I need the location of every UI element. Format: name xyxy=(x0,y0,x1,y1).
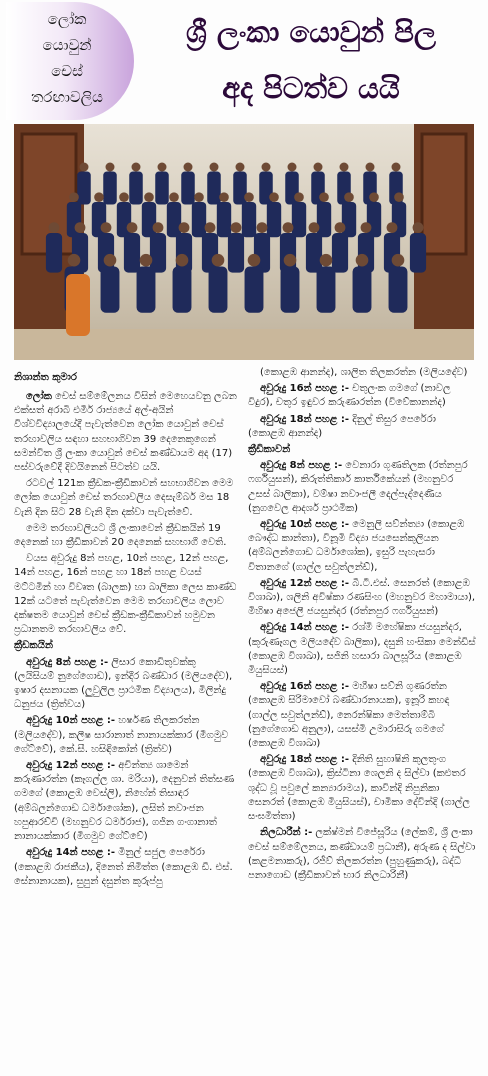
person-figure xyxy=(242,202,256,237)
person-figure xyxy=(129,172,143,205)
person-head xyxy=(194,192,204,202)
article-header xyxy=(0,0,488,122)
person-figure xyxy=(209,267,228,313)
headline-line-2: අද පිටත්ව යයි xyxy=(222,71,400,105)
person-figure xyxy=(228,233,244,273)
paragraph-lead: අවුරුදු 14න් පහළ :- xyxy=(260,622,350,634)
person-figure xyxy=(332,233,348,273)
paragraph-lead: අවුරුදු 12න් පහළ :- xyxy=(26,760,116,772)
person-head xyxy=(244,192,254,202)
article-paragraph xyxy=(248,459,476,516)
article-paragraph xyxy=(248,680,476,751)
paragraph-lead: අවුරුදු 10න් පහළ :- xyxy=(260,519,350,531)
person-head xyxy=(49,222,60,233)
paragraph-text: බී.ටී.එස්. සෙනරත් (කොළඹ විශාඛා), ශලිනි අවිෂ්කා රණසිංහ (මහනුවර මහාමායා), මිහිෂා අජෙලී ජයසුන්දර (රත්නපුර ෆර්ගියුසන්) xyxy=(248,577,476,618)
article-paragraph xyxy=(248,518,476,575)
paragraph-text: මහීෂා සව්නි ගුණරත්න (කොළඹ සිරිමාවෝ බණ්ඩාරනායක), ඉනූරි කහඳ (ගාල්ල සවුත්ලන්ඩ්), නෙරන්ෂිකා මෙත්තාම්බි (නුගේගොඩ අනුලා), යසස්මි උමාරාසිරු ගමගේ (කොළඹ විශාඛා) xyxy=(248,681,450,750)
person-head xyxy=(169,192,179,202)
person-head xyxy=(236,163,245,172)
paragraph-text: චතුලංක ගමගේ (නාවල විදුර), චතුර ඉඳුවර කරුණාරත්න (විවේකානන්ද) xyxy=(248,383,451,409)
person-head xyxy=(361,222,372,233)
person-head xyxy=(75,222,86,233)
person-figure xyxy=(281,267,300,313)
person-head xyxy=(94,192,104,202)
person-head xyxy=(394,192,404,202)
person-figure xyxy=(292,202,306,237)
paragraph-text: මිනුල් සජුල පෙරේරා (කොළඹ රාජකීය), දිනෙත් නිමිත්ත (කොළඹ ඩී. එස්. සේනානායක), සුපුන් දසුන්ත කුරුප්පු xyxy=(14,847,233,887)
paragraph-text: දිනිති සුහාෂිනි කුලතුංග (කොළඹ විශාඛා), ක්‍රිස්ටිනා ශෙලනි ද සිල්වා (කළුතර ශුද්ධ වූ පවුලේ කන්‍යාරාමය), කාවින්දි නිපුනිකා සෙනරත් (කොළඹ මියුසියස්), චාමිකා දේවින්දි (ගාල්ල සංඝමිත්තා) xyxy=(248,754,471,823)
person-figure xyxy=(167,202,181,237)
paragraph-text: වෙනාරා ගුණතිලක (රත්නපුර ෆර්ගියුසන්), කිරුත්තිකාර් කාර්තිකේයන් (මහනුවර උසස් බාලිකා), වම්ෂා නවාංජලී දෙල්පැද්දෙණිය (නුගවෙල ආදර්ශ ප්‍රාථමික) xyxy=(248,460,468,514)
person-figure xyxy=(66,274,90,336)
article-paragraph xyxy=(14,522,239,550)
person-head xyxy=(80,163,89,172)
person-figure xyxy=(353,267,372,313)
person-figure xyxy=(245,267,264,313)
team-photo-illustration xyxy=(14,124,474,360)
headline-line-1: ශ්‍රී ලංකා යොවුන් පිල xyxy=(186,15,436,49)
person-head xyxy=(356,254,369,267)
article-paragraph xyxy=(248,366,476,380)
person-head xyxy=(257,222,268,233)
person-figure xyxy=(389,267,408,313)
person-head xyxy=(179,222,190,233)
article-paragraph xyxy=(14,477,239,520)
person-figure xyxy=(137,267,156,313)
paragraph-lead: නිලධාරීන් :- xyxy=(260,827,313,839)
byline: නිශාන්ත කුමාර xyxy=(14,372,77,383)
headline xyxy=(140,4,482,116)
person-figure xyxy=(207,172,221,205)
person-head xyxy=(269,192,279,202)
paragraph-lead: අවුරුදු 18න් පහළ :- xyxy=(260,413,350,425)
person-head xyxy=(369,192,379,202)
paragraph-lead: අවුරුදු 16න් පහළ :- xyxy=(260,681,350,693)
article-column-left xyxy=(14,390,239,891)
person-head xyxy=(106,163,115,172)
person-head xyxy=(153,222,164,233)
person-head xyxy=(284,254,297,267)
person-head xyxy=(335,222,346,233)
section-heading: ක්‍රීඩිකාවන් xyxy=(248,444,291,456)
paragraph-lead: ලෝක xyxy=(26,391,52,402)
person-head xyxy=(140,254,153,267)
person-figure xyxy=(142,202,156,237)
article-column-right xyxy=(248,366,476,885)
person-head xyxy=(366,163,375,172)
paragraph-text: අචින්ත්‍ය ශාමෙන් කරුණාරත්න (කෑගල්ල ශා. මරියා), දෙනුවන් තිත්සණ ගමගේ (කොළඹ වෙස්ලි), නිහේන් තිසාඳර (අම්බලන්ගොඩ ධර්මාශෝක), ලසිත් නවාංජන හපුආරච්චි (මහනුවර ධර්මරාජ), ගජින ගංගානාත් නානායක්කාර (මීගමුව ගේට්වේ) xyxy=(14,760,235,843)
person-figure xyxy=(233,172,247,205)
article-paragraph xyxy=(14,390,239,475)
article-paragraph xyxy=(14,759,239,844)
kicker-line: චෙස් xyxy=(51,62,83,80)
person-figure xyxy=(317,202,331,237)
person-figure xyxy=(217,202,231,237)
kicker-line: තරඟාවලිය xyxy=(31,88,103,106)
person-head xyxy=(248,254,261,267)
person-head xyxy=(219,192,229,202)
paragraph-lead: අවුරුදු 14න් පහළ :- xyxy=(26,847,116,859)
paragraph-lead: අවුරුදු 8න් පහළ :- xyxy=(26,656,109,668)
person-figure xyxy=(150,233,166,273)
person-head xyxy=(104,254,117,267)
person-head xyxy=(101,222,112,233)
paragraph-text: මෙම තරඟාවලියට ශ්‍රී ලංකාවෙන් ක්‍රීඩකයින් 19 දෙනෙක් හා ක්‍රීඩිකාවන් 20 දෙනෙක් සහභාගී වෙති. xyxy=(14,522,227,549)
paragraph-text: රශ්මි මහේෂිකා ජයසුන්දර, (කුරුණෑගල මලියදේව බාලිකා), දසුනි හංසිකා මෙන්ඩිස් (කොළඹ විශාඛා), සජිනි හසාරා බාලසූරිය (කොළඹ මියුසියස්) xyxy=(248,622,476,677)
person-head xyxy=(319,192,329,202)
person-head xyxy=(413,222,424,233)
person-head xyxy=(262,163,271,172)
person-figure xyxy=(124,233,140,273)
kicker-line: යොවුන් xyxy=(42,36,92,54)
article-paragraph xyxy=(248,826,476,883)
person-head xyxy=(392,254,405,267)
article-paragraph xyxy=(248,621,476,678)
paragraph-text: වයස අවුරුදු 8න් පහළ, 10න් පහළ, 12න් පහළ, 14න් පහළ, 16න් පහළ හා 18න් පහළ වයස් මට්ටමින් හා විවෘත (බාලක) හා බාලිකා ලෙස කාණ්ඩ 12ක් යටතේ පැවැත්වෙන මෙම තරඟාවලිය ලොව දක්ෂතම යොවුන් චෙස් ක්‍රීඩක-ක්‍රීඩිකාවන් හමුවන ප්‍රධානතම තරඟාවලිය වේ. xyxy=(14,553,237,636)
person-figure xyxy=(173,267,192,313)
person-figure xyxy=(46,233,62,273)
person-head xyxy=(205,222,216,233)
person-head xyxy=(344,192,354,202)
person-head xyxy=(309,222,320,233)
person-head xyxy=(184,163,193,172)
person-head xyxy=(144,192,154,202)
team-photo xyxy=(14,124,474,360)
article-paragraph xyxy=(248,413,476,441)
person-head xyxy=(210,163,219,172)
paragraph-text: දිනුල් තිසුර පෙරේරා (කොළඹ ආනන්ද) xyxy=(248,413,436,439)
paragraph-text: චෙස් සම්මේලනය විසින් මෙහෙයවනු ලබන එක්සත් අරාබි එමීර් රාජ්‍යයේ අල්-අයින් විශ්වවිද්‍යාලයේදී පැවැත්වෙන ලෝක යොවුන් චෙස් තරඟාවලිය සඳහා සහභාගිවන 39 දෙනෙකුගෙන් සමන්විත ශ්‍රී ලංකා යොවුන් චෙස් කණ්ඩායම අද (17) පස්වරුවේදී දිවයිනෙන් පිටත්ව යයි. xyxy=(14,391,237,474)
kicker xyxy=(8,6,126,110)
article-paragraph xyxy=(248,577,476,620)
article-paragraph xyxy=(14,714,239,757)
paragraph-text: රටවල් 121ක ක්‍රීඩක-ක්‍රීඩිකාවන් සහභාගිවන මෙම ලෝක යොවුන් චෙස් තරඟාවලිය දෙසැම්බර් මස 18 වැනි දින සිට 28 වැනි දින දක්වා පැවැත්වේ. xyxy=(14,478,234,518)
paragraph-text: (කොළඹ ආනන්ද), ශාලිත තිලකරත්න (මලියදේව) xyxy=(260,367,468,378)
person-figure xyxy=(410,233,426,273)
paragraph-text: මෙනුලි සව්න්ත්‍යා (කොළඹ බෞද්ධ කාන්තා), විනූමි විද්‍යා ජයසෙන්කුලියන (අම්බලන්ගොඩ ධර්මාශෝක), ඉසුරි පැහැසරා විතානගේ (ගාල්ල සවුත්ලන්ඩ්), xyxy=(248,519,465,573)
paragraph-lead: අවුරුදු 10න් පහළ :- xyxy=(26,715,116,727)
person-head xyxy=(212,254,225,267)
person-head xyxy=(231,222,242,233)
article-paragraph xyxy=(248,382,476,410)
paragraph-lead: අවුරුදු 18න් පහළ :- xyxy=(260,754,350,766)
person-head xyxy=(176,254,189,267)
person-head xyxy=(314,163,323,172)
person-head xyxy=(132,163,141,172)
article-paragraph xyxy=(14,846,239,889)
person-head xyxy=(320,254,333,267)
paragraph-text: ලිසාර කොඩිතුවක්කු (ලයිසියම් නුගේගොඩ), ඉන්දීර බණ්ඩාර (මලියදේව), ඉෂාර දසනායක (ලුවුලිල ප්‍රාථමික විද්‍යාලය), මිලින්දු ධනුජය (ත්‍රිත්වය) xyxy=(14,656,233,711)
person-figure xyxy=(77,172,91,205)
article-paragraph xyxy=(14,656,239,713)
section-heading: ක්‍රීඩකයින් xyxy=(14,640,53,652)
person-figure xyxy=(267,202,281,237)
person-figure xyxy=(155,172,169,205)
person-figure xyxy=(317,267,336,313)
person-head xyxy=(119,192,129,202)
person-figure xyxy=(181,172,195,205)
person-head xyxy=(340,163,349,172)
person-figure xyxy=(306,233,322,273)
person-figure xyxy=(103,172,117,205)
person-head xyxy=(283,222,294,233)
paragraph-lead: අවුරුදු 8න් පහළ :- xyxy=(260,460,343,472)
person-head xyxy=(69,192,79,202)
person-figure xyxy=(342,202,356,237)
person-head xyxy=(158,163,167,172)
article-paragraph xyxy=(14,552,239,637)
paragraph-lead: අවුරුදු 12න් පහළ :- xyxy=(260,577,350,589)
person-head xyxy=(68,254,81,267)
person-head xyxy=(387,222,398,233)
person-figure xyxy=(192,202,206,237)
paragraph-lead: අවුරුදු 16න් පහළ :- xyxy=(260,383,350,395)
paragraph-text: හර්ෂණ තිලකරත්න (මලියදේව), කලීෂ සාරානාත් නානායක්කාර (මීගමුව ගේට්වේ), කේ.සී. හසිඳිකෝන් (ත්‍රිත්ව) xyxy=(14,715,229,755)
person-head xyxy=(288,163,297,172)
paragraph-text: ලක්ෂ්මන් විජේසූරිය (ලේකම්, ශ්‍රී ලංකා චෙස් සම්මේලනය, කණ්ඩායම් ප්‍රධානී), අරුණ ද සිල්වා (කළමනාකරු), රජීව් තිලකරත්න (පුහුණුකරු), බද්ධි පනාගොඩ (ක්‍රීඩිකාවන් භාර නිලධාරිනී) xyxy=(248,827,476,881)
person-head xyxy=(392,163,401,172)
person-head xyxy=(294,192,304,202)
person-head xyxy=(127,222,138,233)
person-figure xyxy=(101,267,120,313)
kicker-line: ලෝක xyxy=(47,10,87,28)
article-paragraph xyxy=(248,753,476,824)
